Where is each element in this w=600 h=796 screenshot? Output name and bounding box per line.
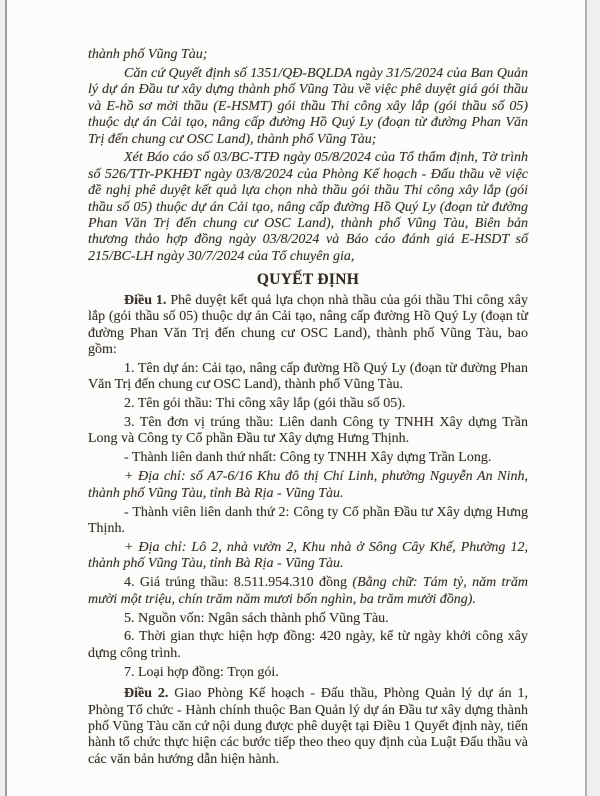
preamble-paragraph-xet-bao-cao: Xét Báo cáo số 03/BC-TTĐ ngày 05/8/2024 của Tổ thẩm định, Tờ trình số 526/TTr-PKHĐT ngày 03/8/2024 của Phòng Kế hoạch - Đấu thầu về việc đề nghị phê duyệt kết quả lựa chọn nhà thầu gói thầu Thi công xây lắp (gói thầu số 05) thuộc dự án Cải tạo, nâng cấp đường Hồ Quý Ly (đoạn từ đường Phan Văn Trị đến chung cư OSC Land), thành phố Vũng Tàu, Biên bản thương thảo hợp đồng ngày 03/8/2024 và Báo cáo đánh giá E-HSDT số 215/BC-LH ngày 30/7/2024 của Tổ chuyên gia,: [88, 150, 528, 264]
price-in-words-note: (Bằng chữ: Tám tỷ, năm trăm mười một triệu, chín trăm năm mươi bốn nghìn, ba trăm mười đồng).: [88, 575, 528, 607]
article-1-lead: Điều 1.: [124, 292, 167, 308]
article-2-paragraph: [88, 686, 528, 768]
article-1-text: Phê duyệt kết quả lựa chọn nhà thầu của gói thầu Thi công xây lắp (gói thầu số 05) thuộc dự án Cải tạo, nâng cấp đường Hồ Quý Ly (đoạn từ đường Phan Văn Trị đến chung cư OSC Land), thành phố Vũng Tàu, bao gồm:: [88, 292, 528, 357]
article-1-paragraph: [88, 293, 528, 359]
contract-type-item: 7. Loại hợp đồng: Trọn gói.: [124, 664, 279, 680]
document-body: [88, 47, 528, 771]
package-name-item: 2. Tên gói thầu: Thi công xây lắp (gói thầu số 05).: [124, 396, 406, 412]
consortium-member-1-item: - Thành liên danh thứ nhất: Công ty TNHH Xây dựng Trần Long.: [124, 450, 492, 466]
project-name-item: 1. Tên dự án: Cải tạo, nâng cấp đường Hồ Quý Ly (đoạn từ đường Phan Văn Trị đến chung cư OSC Land), thành phố Vũng Tàu.: [88, 360, 528, 393]
consortium-member-2-address: + Địa chỉ: Lô 2, nhà vườn 2, Khu nhà ở Sông Cây Khế, Phường 12, thành phố Vũng Tàu, tỉnh Bà Rịa - Vũng Tàu.: [88, 539, 528, 572]
page-left-edge-line: [5, 0, 7, 796]
winning-contractor-item: 3. Tên đơn vị trúng thầu: Liên danh Công ty TNHH Xây dựng Trần Long và Công ty Cổ phần Đầu tư Xây dựng Hưng Thịnh.: [88, 415, 528, 447]
contract-duration-item: 6. Thời gian thực hiện hợp đồng: 420 ngày, kể từ ngày khởi công xây dựng công trình.: [88, 629, 528, 661]
preamble-paragraph-can-cu: Căn cứ Quyết định số 1351/QĐ-BQLDA ngày 31/5/2024 của Ban Quản lý dự án Đầu tư xây dựng thành phố Vũng Tàu về việc phê duyệt giá gói thầu và E-hồ sơ mời thầu (E-HSMT) gói thầu Thi công xây lắp (gói thầu số 05) thuộc dự án Cải tạo, nâng cấp đường Hồ Quý Ly (đoạn từ đường Phan Văn Trị đến chung cư OSC Land), thành phố Vũng Tàu;: [88, 65, 528, 147]
preamble-continuation-line: thành phố Vũng Tàu;: [88, 47, 208, 62]
winning-price-item: [88, 575, 528, 608]
article-2-lead: Điều 2.: [124, 686, 169, 702]
funding-source-item: 5. Nguồn vốn: Ngân sách thành phố Vũng Tàu.: [124, 610, 389, 626]
winning-price-text: 4. Giá trúng thầu: 8.511.954.310 đồng: [124, 575, 353, 591]
consortium-member-1-address: + Địa chỉ: số A7-6/16 Khu đô thị Chí Linh, phường Nguyễn An Ninh, thành phố Vũng Tàu, tỉnh Bà Rịa - Vũng Tàu.: [88, 469, 528, 501]
page-right-margin-band: [587, 0, 600, 796]
article-2-text: Giao Phòng Kế hoạch - Đấu thầu, Phòng Quản lý dự án 1, Phòng Tổ chức - Hành chính thuộc Ban Quản lý dự án Đầu tư xây dựng thành phố Vũng Tàu căn cứ nội dung được phê duyệt tại Điều 1 Quyết định này, tiến hành tổ chức thực hiện các bước tiếp theo theo quy định của Luật Đấu thầu và các văn bản hướng dẫn hiện hành.: [88, 686, 529, 767]
page-title: QUYẾT ĐỊNH: [256, 271, 360, 289]
consortium-member-2-item: - Thành viên liên danh thứ 2: Công ty Cổ phần Đầu tư Xây dựng Hưng Thịnh.: [88, 504, 528, 536]
